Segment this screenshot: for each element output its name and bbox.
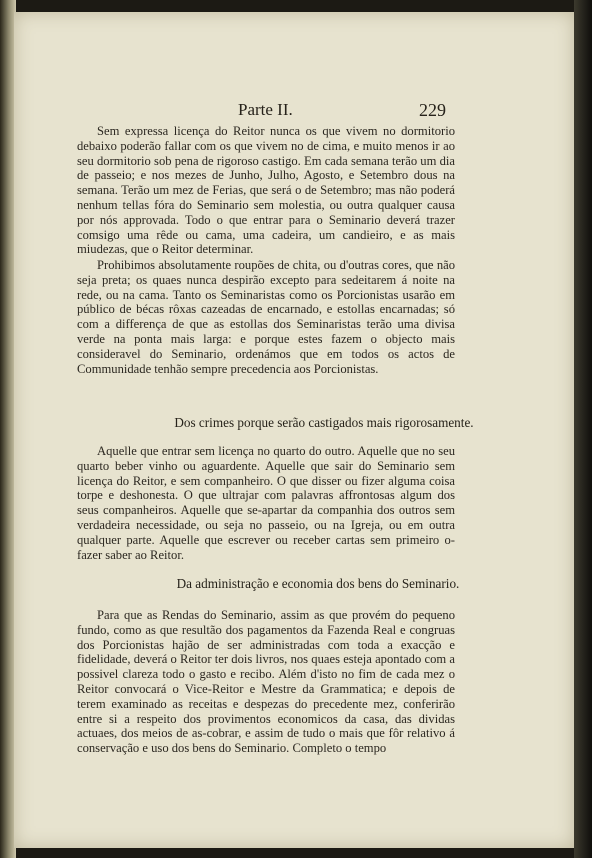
paragraph-1 xyxy=(77,124,455,257)
page-number: 229 xyxy=(419,100,446,120)
paragraph-2 xyxy=(77,258,455,376)
paragraph-4-text: Para que as Rendas do Seminario, assim as que provém do pequeno fundo, como as que resultão dos pagamentos da Fazenda Real e congruas dos Porcionistas hajão de ser administradas com toda a exacção e fidelidade, deverá o Reitor ter dois livros, nos quaes esteja apontado com a possivel clareza todo o gasto e recibo. Além d'isto no fim de cada mez o Reitor convocará o Vice-Reitor e Mestre da Grammatica; e depois de terem examinado as receitas e despezas do precedente mez, conferirão entre si a respeito dos provimentos economicos da casa, das dividas actuaes, dos meios de as-cobrar, e assim de tudo o mais que fôr relativo á conservação e uso dos bens do Seminario. Completo o tempo xyxy=(77,608,455,756)
section-heading-crimes: Dos crimes porque serão castigados mais rigorosamente. xyxy=(174,415,474,430)
book-page xyxy=(14,12,574,848)
running-head: Parte II. xyxy=(238,100,293,119)
paragraph-3-text: Aquelle que entrar sem licença no quarto do outro. Aquelle que no seu quarto beber vinho ou aguardente. Aquelle que sair do Seminario sem licença do Reitor, e sem companheiro. O que disser ou fizer alguma coisa torpe e deshonesta. O que ultrajar com palavras affrontosas algum dos seus companheiros. Aquelle que se-apartar da companhia dos outros sem verdadeira necessidade, ou seja no passeio, ou na Igreja, ou em outra qualquer parte. Aquelle que escrever ou receber cartas sem primeiro o-fazer saber ao Reitor. xyxy=(77,444,455,562)
section-heading-administration: Da administração e economia dos bens do Seminario. xyxy=(176,576,460,591)
paragraph-3 xyxy=(77,444,455,562)
page-header xyxy=(14,100,574,126)
paragraph-2-text: Prohibimos absolutamente roupões de chita, ou d'outras cores, que não seja preta; os quaes nunca despirão excepto para sedeitarem á noite na rede, ou na cama. Tanto os Seminaristas como os Porcionistas usarão em público de bécas rôxas cazeadas de encarnado, e estollas encarnadas; só com a differença de que as estollas dos Seminaristas terão uma divisa verde na ponta mais larga: e porque estes fazem o objecto mais consideravel do Seminario, ordenámos que em todos os actos de Communidade tenhão sempre precedencia aos Porcionistas. xyxy=(77,258,455,376)
paragraph-1-text: Sem expressa licença do Reitor nunca os que vivem no dormitorio debaixo poderão fallar com os que vivem no de cima, e muito menos ir ao seu dormitorio sob pena de rigoroso castigo. Em cada semana terão um dia de passeio; e nos mezes de Junho, Julho, Agosto, e Setembro dous na semana. Terão um mez de Ferias, que será o de Setembro; mas não poderá nenhum tellas fóra do Seminario sem molestia, ou outra qualquer causa por nós approvada. Todo o que entrar para o Seminario deverá trazer comsigo uma rêde ou cama, uma cadeira, um candieiro, e as mais miudezas, que o Reitor determinar. xyxy=(77,124,455,257)
paragraph-4 xyxy=(77,608,455,756)
